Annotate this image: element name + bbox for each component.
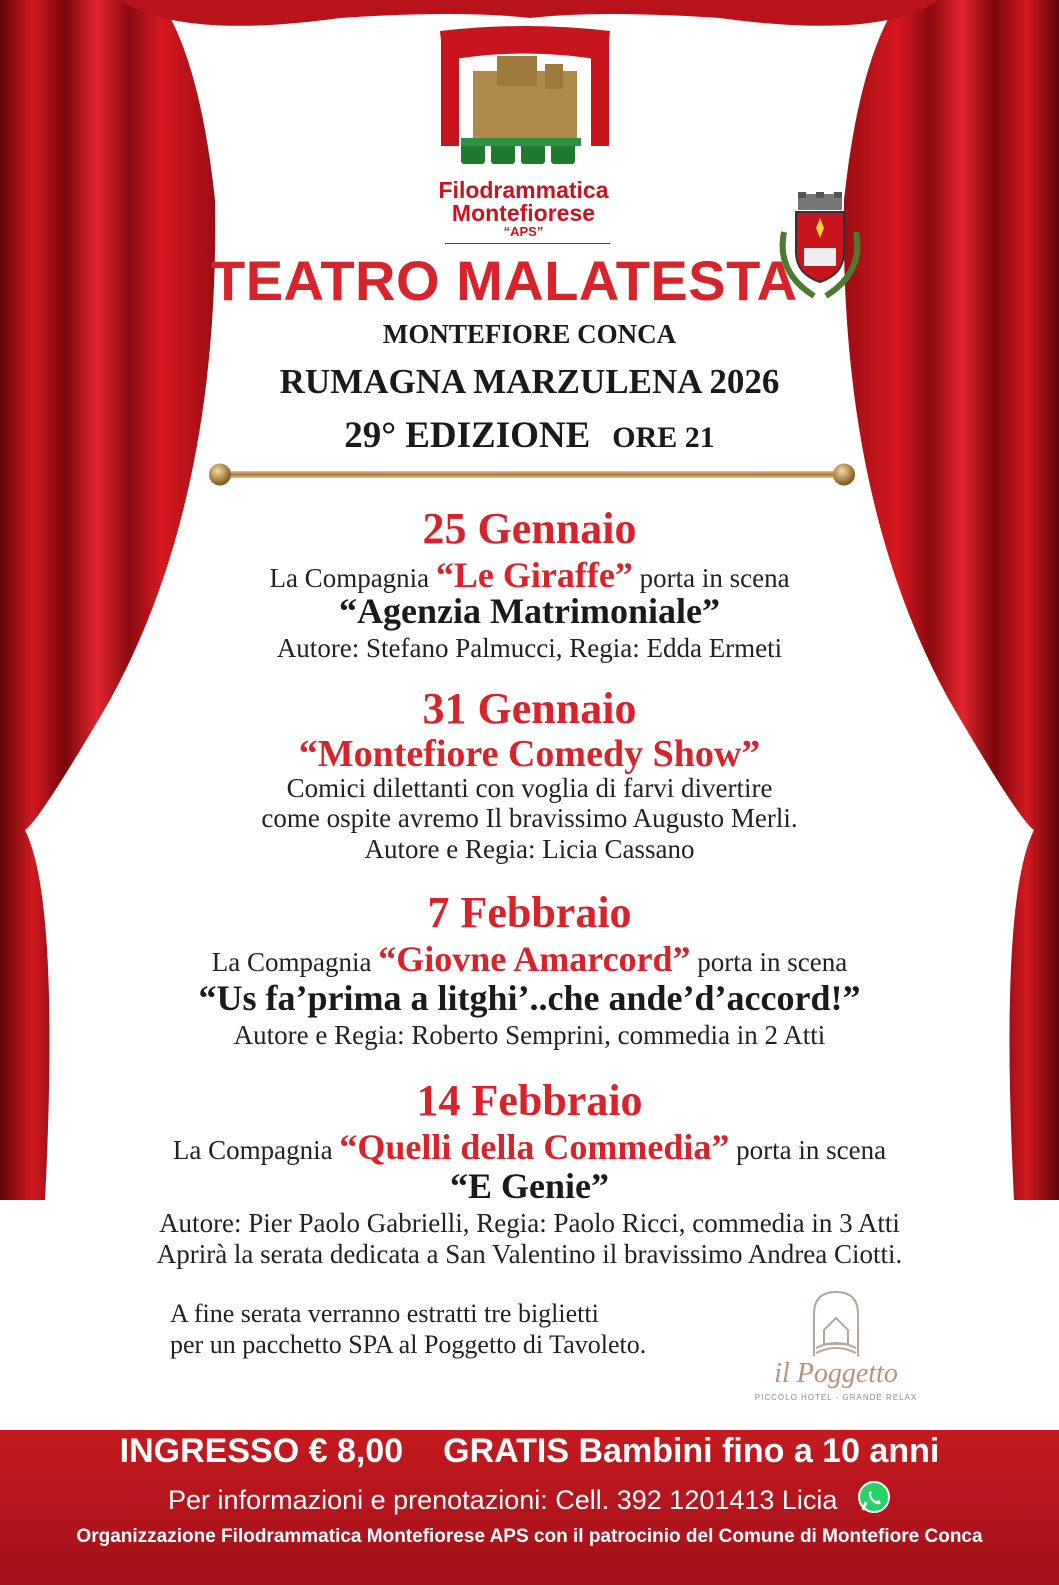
event-1-date: 25 Gennaio [422, 504, 637, 553]
event-2-desc-1: Comici dilettanti con voglia di farvi divertire [286, 773, 773, 803]
event-4-credits: Autore: Pier Paolo Gabrielli, Regia: Paolo Ricci, commedia in 3 Atti [159, 1208, 900, 1238]
event-4-intro: La Compagnia “Quelli della Commedia” porta in scena [172, 1127, 887, 1167]
event-1-credits: Autore: Stefano Palmucci, Regia: Edda Ermeti [276, 633, 783, 663]
info-line [0, 1480, 1059, 1516]
sponsor-tagline: PICCOLO HOTEL · GRANDE RELAX [754, 1393, 918, 1402]
edition: 29° EDIZIONE [344, 415, 591, 456]
event-4-company: “Quelli della Commedia” [339, 1127, 730, 1167]
logo-line-3: “APS” [503, 224, 544, 239]
festival-name: RUMAGNA MARZULENA 2026 [279, 362, 780, 401]
event-3-play: “Us fa’prima a litghi’..che ande’d’accord!” [198, 978, 861, 1018]
location: MONTEFIORE CONCA [382, 319, 677, 349]
show-time: ORE 21 [612, 421, 715, 454]
booking-info: Per informazioni e prenotazioni: Cell. 392 1201413 Licia [168, 1485, 838, 1515]
page-title: TEATRO MALATESTA [211, 249, 798, 312]
raffle-line-1: A fine serata verranno estratti tre biglietti [170, 1299, 599, 1328]
event-4-note: Aprirà la serata dedicata a San Valentino il bravissimo Andrea Ciotti. [156, 1239, 903, 1269]
event-3-date: 7 Febbraio [427, 888, 632, 937]
sponsor-name: il Poggetto [774, 1358, 898, 1389]
logo-line-1: Filodrammatica [438, 177, 609, 203]
event-1-company: “Le Giraffe” [435, 555, 633, 595]
ingresso-price: INGRESSO € 8,00 [119, 1432, 404, 1470]
organization-line: Organizzazione Filodrammatica Montefiorese APS con il patrocinio del Comune di Montefiore Conca [76, 1526, 983, 1547]
footer-banner [0, 1430, 1059, 1585]
logo-underline [445, 243, 610, 244]
event-3-credits: Autore e Regia: Roberto Semprini, commedia in 2 Atti [233, 1020, 826, 1050]
event-3-intro: La Compagnia “Giovne Amarcord” porta in scena [211, 939, 848, 979]
event-4-date: 14 Febbraio [416, 1076, 643, 1125]
event-2-credits: Autore e Regia: Licia Cassano [364, 834, 695, 864]
raffle-line-2: per un pacchetto SPA al Poggetto di Tavoleto. [170, 1330, 647, 1359]
logo-line-2: Montefiorese [451, 200, 596, 226]
filodrammatica-logo-icon [435, 26, 615, 176]
event-2-show: “Montefiore Comedy Show” [298, 733, 761, 775]
event-2-desc-2: come ospite avremo Il bravissimo Augusto Merli. [261, 803, 798, 833]
gratis-children: GRATIS Bambini fino a 10 anni [443, 1432, 940, 1470]
event-2-date: 31 Gennaio [422, 684, 637, 733]
price-line [0, 1432, 1059, 1471]
event-1-play: “Agenzia Matrimoniale” [339, 591, 720, 631]
event-3-company: “Giovne Amarcord” [378, 939, 691, 979]
whatsapp-icon[interactable] [857, 1480, 891, 1514]
curtain-rod-divider [208, 462, 856, 488]
poggetto-logo-icon [808, 1288, 864, 1360]
edition-time [0, 414, 1059, 457]
event-4-play: “E Genie” [450, 1166, 609, 1206]
event-1-intro: La Compagnia “Le Giraffe” porta in scena [269, 555, 790, 595]
